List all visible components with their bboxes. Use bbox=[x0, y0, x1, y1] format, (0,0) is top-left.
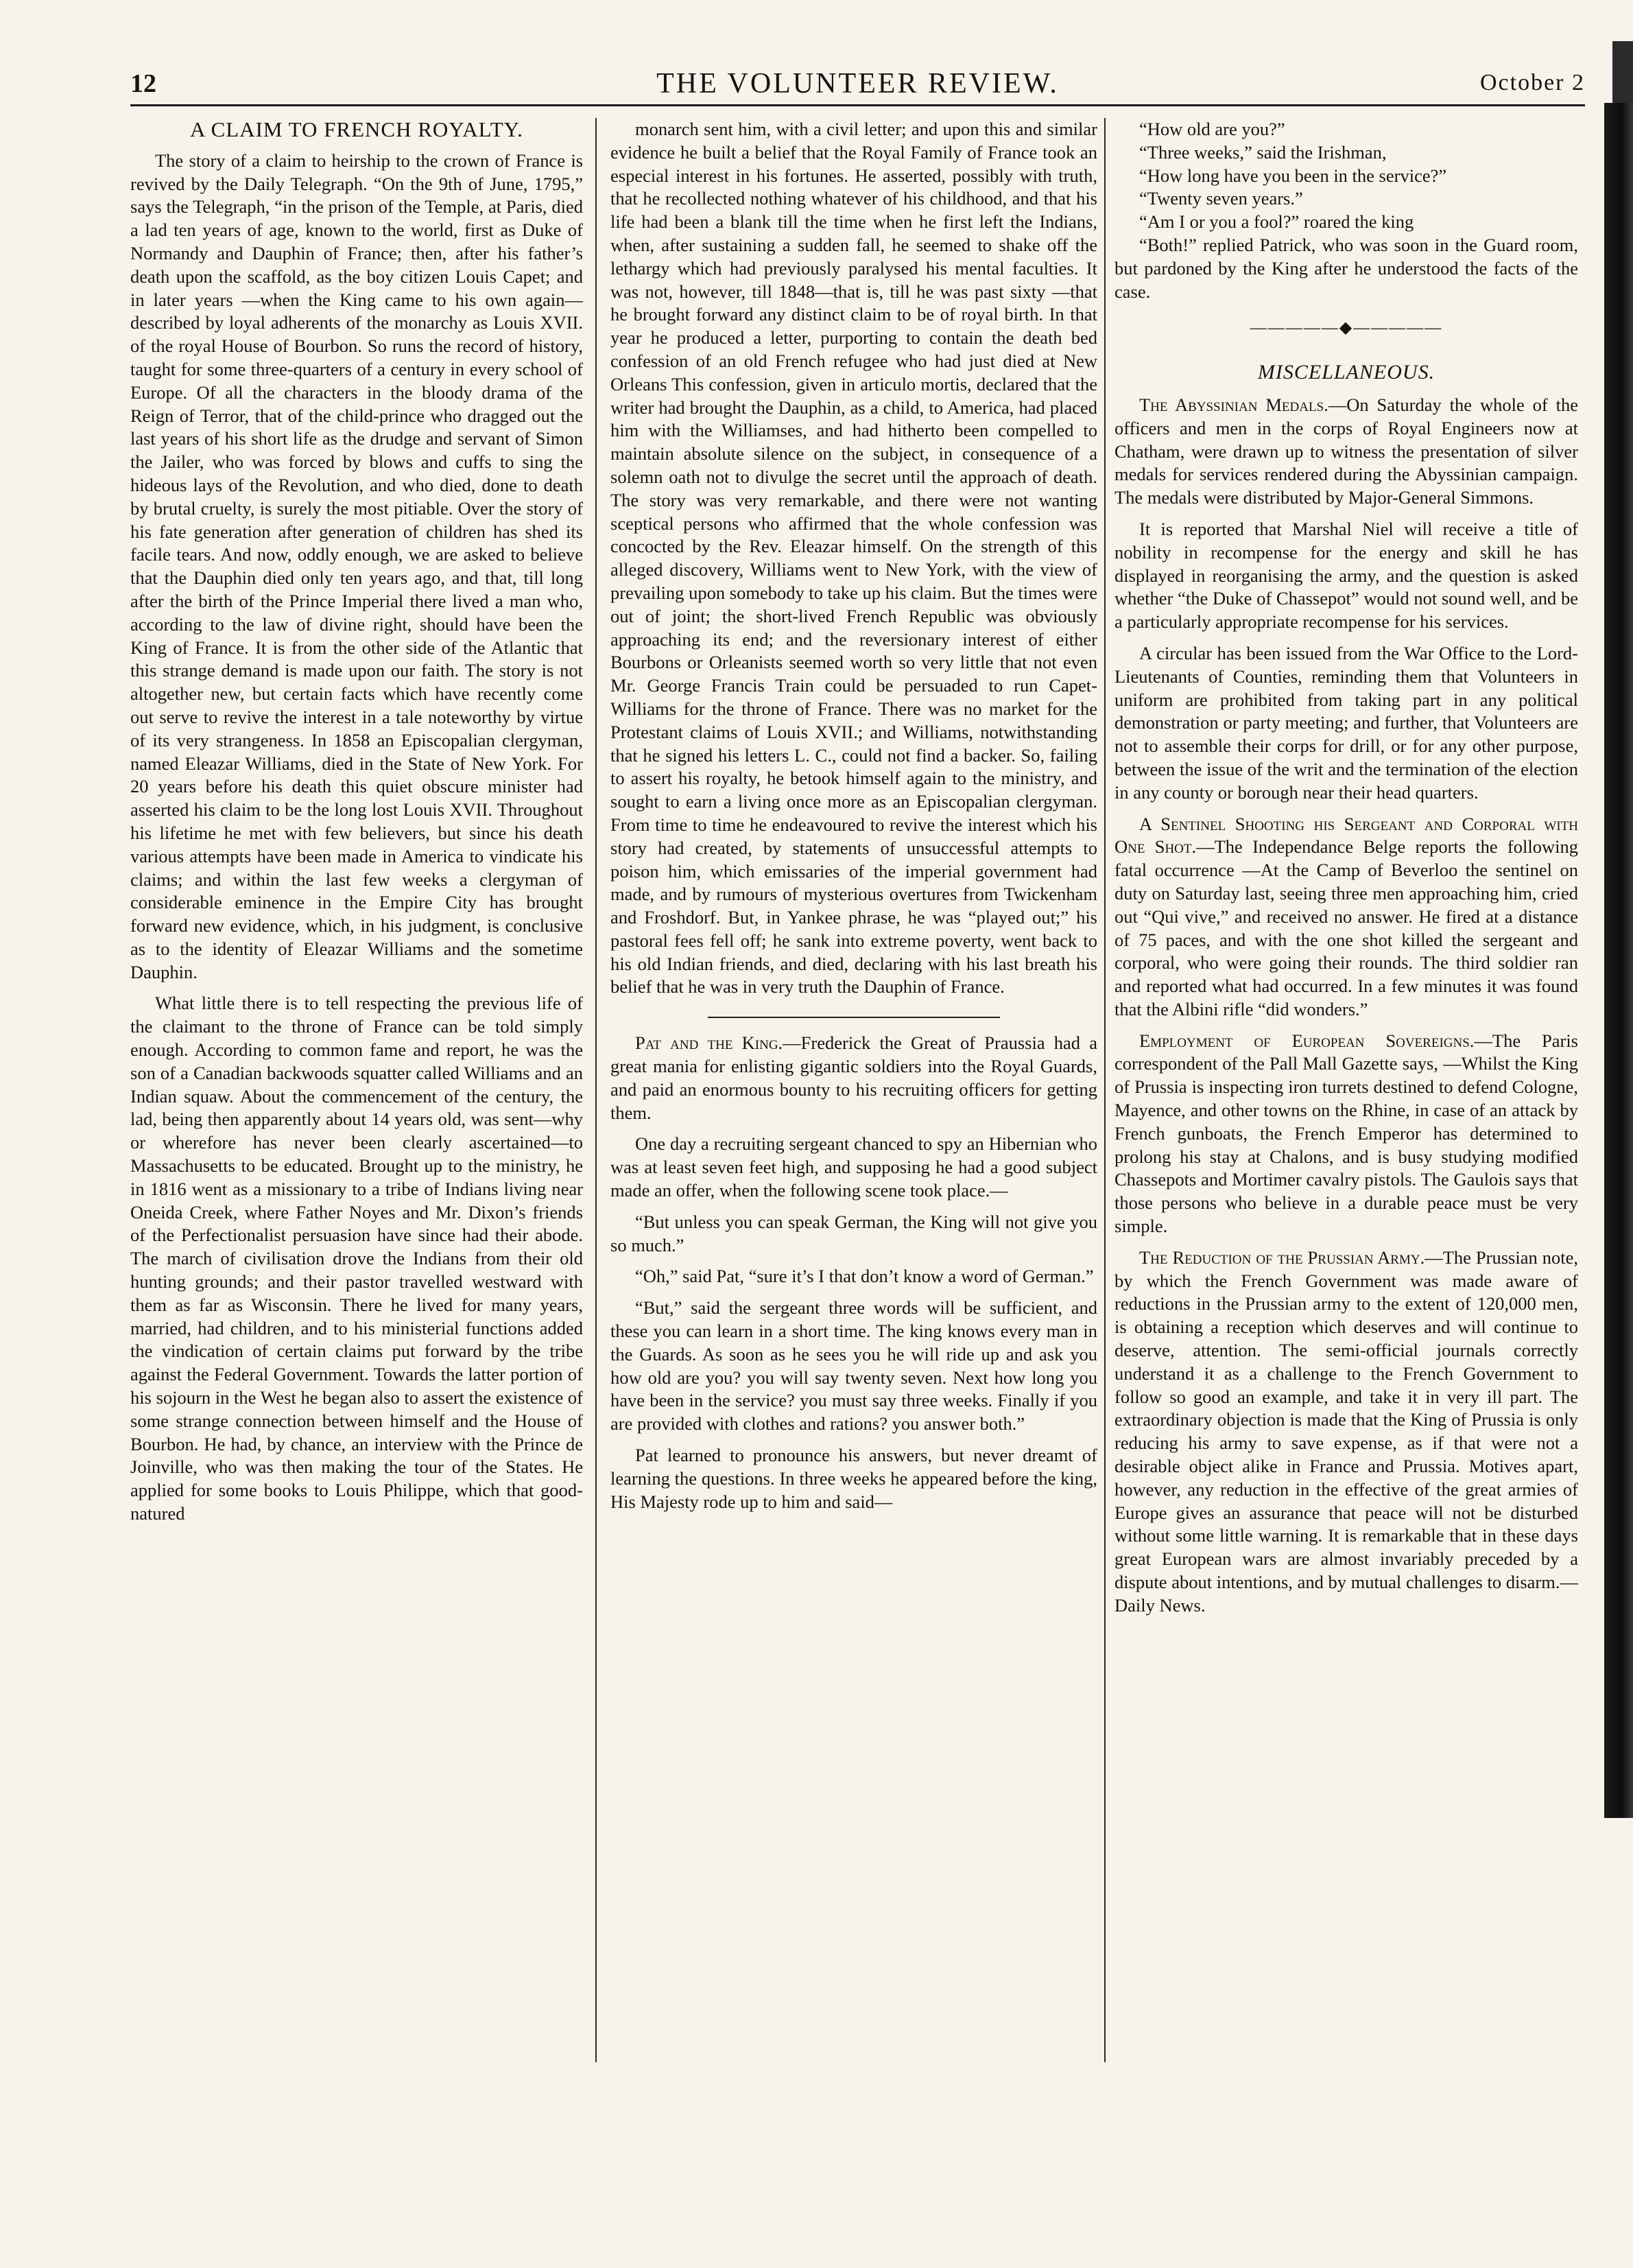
page-edge-shadow-top bbox=[1612, 41, 1633, 110]
ornament-rule: —————◆————— bbox=[1250, 319, 1443, 338]
item-text: —The Independance Belge reports the following fatal occurrence —At the Camp of Beverloo the sentinel on duty on Saturday last, seeing three men approaching him, cried out “Qui vive,” and received no answer. He fired at a distance of 75 paces, and with the one shot killed the sergeant and corporal, who were going their rounds. The third soldier ran and reported what had occurred. In a few minutes it was found that the Albini rifle “did wonders.” bbox=[1115, 836, 1578, 1019]
article-paragraph: The story of a claim to heirship to the crown of France is revived by the Daily Telegraph. “On the 9th of June, 1795,” says the Telegraph, “in the prison of the Temple, at Paris, died a lad ten years of age, known to the world, first as Duke of Normandy and Dauphin of France; then, after his father’s death upon the scaffold, as the boy citizen Louis Capet; and in later years —when the King came to his own again— described by loyal adherents of the monarchy as Louis XVII. of the royal House of Bourbon. So runs the record of history, taught for some three-quarters of a century in every school of Europe. Of all the characters in the bloody drama of the Reign of Terror, that of the child-prince who dragged out the last years of his short life as the drudge and servant of Simon the Jailer, who was forced by blows and cuffs to sing the hideous lays of the Revolution, and who died, done to death by brutal cruelty, is surely the most pitiable. Over the story of his fate generation after generation of children has shed its facile tears. And now, oddly enough, we are asked to believe that the Dauphin died only ten years ago, and that, till long after the birth of the Prince Imperial there lived a man who, according to the law of divine right, should have been the King of France. It is from the other side of the Atlantic that this strange demand is made upon our faith. The story is not altogether new, but certain facts which have recently come out serve to revive the interest in a tale noteworthy by virtue of its very strangeness. In 1858 an Episcopalian clergyman, named Eleazar Williams, died in the State of New York. For 20 years before his death this quiet obscure minister had asserted his claim to be the long lost Louis XVII. Throughout his lifetime he met with few believers, but since his death various attempts have been made in America to vindicate his claims; and within the last few weeks a clergyman of considerable eminence in the Empire City has brought forward new evidence, which, in his judgment, is conclusive as to the identity of Eleazar Williams and the sometime Dauphin. bbox=[130, 150, 583, 982]
section-heading: MISCELLANEOUS. bbox=[1257, 361, 1435, 384]
item-text: —The Prussian note, by which the French Government was made aware of reductions in the Prussian army to the extent of 120,000 men, is obtaining a reception which deserves and will continue to deserve, attention. The semi-official journals correctly understand it as a challenge to the French Government to follow so good an example, and take it in very ill part. The extraordinary objection is made that the King of Prussia is only reducing his army to save expense, as if that were not a desirable object alike in France and Prussia. Motives apart, however, any reduction in the effective of the great armies of Europe gives an assurance that peace will not be disturbed without some little warning. It is remarkable that in these days great European wars are almost invariably preceded by a dispute about intentions, and by mutual challenges to disarm.—Daily News. bbox=[1115, 1247, 1578, 1616]
pat-paragraph: “But unless you can speak German, the King will not give you so much.” bbox=[610, 1211, 1097, 1255]
column-2 bbox=[610, 118, 1097, 2062]
section-divider bbox=[708, 1017, 1000, 1018]
article-paragraph: What little there is to tell respecting the previous life of the claimant to the throne of France can be told simply enough. According to common fame and report, he was the son of a Canadian backwoods squatter called Williams and an Indian squaw. About the commencement of the century, the lad, being then apparently about 14 years old, was sent—why or wherefore has never been clearly ascertained—to Massachusetts to be educated. Brought up to the ministry, he in 1816 went as a missionary to a tribe of Indians living near Oneida Creek, where Father Noyes and Mr. Dixon’s friends of the Perfectionalist persuasion have since had their abode. The march of civilisation drove the Indians from their old hunting grounds; and their pastor travelled westward with them as far as Wisconsin. There he lived for many years, married, had children, and to his ministerial functions added the vindication of certain claims put forward by the tribe against the Federal Government. Towards the latter portion of his sojourn in the West he began also to assert the existence of some strange connection between himself and the House of Bourbon. He had, by chance, an interview with the Prince de Joinville, who was then making the tour of the States. He applied for some books to Louis Philippe, which that good-natured bbox=[130, 993, 583, 1524]
item-lede: A Sentinel Shooting his Sergeant and Corporal with One Shot. bbox=[1115, 813, 1578, 858]
dialogue-line: “Three weeks,” said the Irishman, bbox=[1139, 141, 1387, 163]
article-headline: A CLAIM TO FRENCH ROYALTY. bbox=[190, 118, 523, 141]
dialogue-line: “Twenty seven years.” bbox=[1139, 188, 1303, 209]
pat-paragraph: “But,” said the sergeant three words will be sufficient, and these you can learn in a short time. The king knows every man in the Guards. As soon as he sees you he will ride up and ask you how old are you? you will say twenty seven. Next how long you have been in the service? you must say three weeks. Finally if you are provided with clothes and rations? you answer both.” bbox=[610, 1297, 1097, 1434]
issue-date: October 2 bbox=[1479, 70, 1585, 95]
item-text: —The Paris correspondent of the Pall Mall Gazette says, —Whilst the King of Prussia is inspecting iron turrets destined to defend Cologne, Mayence, and other towns on the Rhine, in case of an attack by French gunboats, the French Emperor has determined to prolong his stay at Chalons, and is busy studying modified Chassepots and Mortimer cavalry pistols. The Gaulois says that those persons who believe in a durable peace must be very simple. bbox=[1115, 1030, 1578, 1237]
column-3 bbox=[1115, 118, 1578, 2062]
pat-paragraph: One day a recruiting sergeant chanced to spy an Hibernian who was at least seven feet high, and supposing he had a good subject made an offer, when the following scene took place.— bbox=[610, 1133, 1097, 1201]
item-lede: The Reduction of the Prussian Army. bbox=[1139, 1247, 1425, 1268]
pat-lede: Pat and the King. bbox=[635, 1032, 783, 1054]
masthead-title: THE VOLUNTEER REVIEW. bbox=[656, 68, 1059, 99]
misc-item bbox=[1115, 1030, 1578, 1238]
pat-paragraph-lede bbox=[610, 1032, 1097, 1124]
page-edge-binding-shadow bbox=[1604, 103, 1633, 1818]
item-lede: The Abyssinian Medals. bbox=[1139, 394, 1328, 415]
pat-text: —Frederick the Great of Praussia had a great mania for enlisting gigantic soldiers into the Royal Guards, and paid an enormous bounty to his recruiting officers for getting them. bbox=[610, 1032, 1097, 1123]
item-lede: Employment of European Sovereigns. bbox=[1139, 1030, 1475, 1051]
column-1 bbox=[130, 118, 583, 2062]
page-header bbox=[130, 63, 1585, 106]
page-number: 12 bbox=[130, 69, 156, 98]
column-rule-2 bbox=[1104, 118, 1106, 2062]
dialogue-line: “How old are you?” bbox=[1139, 119, 1285, 139]
item-text: It is reported that Marshal Niel will receive a title of nobility in recompense for the energy and skill he has displayed in reorganising the army, and the question is asked whether “the Duke of Chassepot” would not sound well, and be a particularly appropriate recompense for his services. bbox=[1115, 518, 1578, 633]
misc-item bbox=[1115, 642, 1578, 805]
dialogue-line: “How long have you been in the service?” bbox=[1139, 165, 1447, 186]
dialogue-line: “Am I or you a fool?” roared the king bbox=[1139, 211, 1414, 233]
misc-item bbox=[1115, 813, 1578, 1021]
pat-paragraph: “Oh,” said Pat, “sure it’s I that don’t know a word of German.” bbox=[635, 1266, 1094, 1287]
dialogue-line: “Both!” replied Patrick, who was soon in the Guard room, but pardoned by the King after he understood the facts of the case. bbox=[1115, 234, 1578, 302]
pat-paragraph: Pat learned to pronounce his answers, but never dreamt of learning the questions. In three weeks he appeared before the king, His Majesty rode up to him and said— bbox=[610, 1445, 1097, 1512]
misc-item bbox=[1115, 518, 1578, 634]
article-paragraph: monarch sent him, with a civil letter; and upon this and similar evidence he built a belief that the Royal Family of France took an especial interest in his fortunes. He asserted, possibly with truth, that he recollected nothing whatever of his childhood, and that his life had been a blank till the time when he first left the Indians, when, after sustaining a sudden fall, he seemed to shake off the lethargy which had previously paralysed his mental faculties. It was not, however, till 1848—that is, till he was past sixty —that he brought forward any distinct claim to be of royal birth. In that year he produced a letter, purporting to contain the death bed confession of an old French refugee who had just died at New Orleans This confession, given in articulo mortis, declared that the writer had brought the Dauphin, as a child, to America, had placed him with the Williamses, and had hitherto been compelled to maintain absolute silence on the subject, in consequence of a solemn oath not to divulge the secret until the approach of death. The story was very remarkable, and there were not wanting sceptical persons who affirmed that the whole confession was concocted by the Rev. Eleazar himself. On the strength of this alleged discovery, Williams went to New York, with the view of prevailing upon somebody to take up his claim. But the times were out of joint; the short-lived French Republic was obviously approaching its end; and the reversionary interest of either Bourbons or Orleanists seemed worth so very little that not even Mr. George Francis Train could be persuaded to run Capet-Williams for the throne of France. There was no market for the Protestant claims of Louis XVII.; and Williams, notwithstanding that he signed his letters L. C., could not find a backer. So, failing to assert his royalty, he betook himself again to the ministry, and sought to earn a living once more as an Episcopalian clergyman. From time to time he endeavoured to revive the interest which his story had created, by statements of unsuccessful attempts to poison him, which emissaries of the imperial government had made, and by rumours of mysterious overtures from Twickenham and Froshdorf. But, in Yankee phrase, he was “played out;” his pastoral fees fell off; he sank into extreme poverty, went back to his old Indian friends, and died, declaring with his last breath his belief that he was in very truth the Dauphin of France. bbox=[610, 119, 1097, 997]
item-text: A circular has been issued from the War Office to the Lord-Lieutenants of Counties, reminding them that Volunteers in uniform are prohibited from taking part in any political demonstration or party meeting; and further, that Volunteers are not to assemble their corps for drill, or for any other purpose, between the issue of the writ and the termination of the election in any county or borough near their head quarters. bbox=[1115, 642, 1578, 803]
column-rule-1 bbox=[595, 118, 597, 2062]
item-text: —On Saturday the whole of the officers and men in the corps of Royal Engineers now at Chatham, were drawn up to witness the presentation of silver medals for services rendered during the Abyssinian campaign. The medals were distributed by Major-General Simmons. bbox=[1115, 394, 1578, 508]
misc-item bbox=[1115, 1247, 1578, 1618]
misc-item bbox=[1115, 394, 1578, 510]
